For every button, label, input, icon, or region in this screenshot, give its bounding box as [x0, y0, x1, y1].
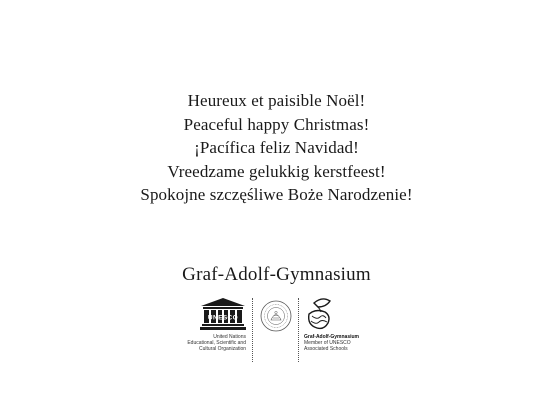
greeting-dutch: Vreedzame gelukkig kerstfeest!	[167, 161, 386, 181]
unesco-caption-line: United Nations	[213, 334, 246, 340]
dotted-divider	[298, 298, 299, 362]
logo-strip	[0, 296, 553, 366]
asp-caption-title: Graf-Adolf-Gymnasium	[304, 334, 360, 340]
unesco-wordmark: UNESCO	[207, 314, 239, 322]
asp-caption	[304, 334, 394, 353]
asp-caption-line: Member of UNESCO	[304, 340, 351, 347]
unesco-caption-line: Educational, Scientific and	[187, 340, 246, 347]
unesco-temple-logo	[200, 297, 246, 331]
unesco-caption-line: Cultural Organization	[199, 346, 246, 353]
unesco-caption	[168, 334, 246, 353]
school-seal-icon	[260, 300, 292, 332]
dotted-divider	[252, 298, 253, 362]
school-name: Graf-Adolf-Gymnasium	[182, 264, 371, 285]
greeting-polish: Spokojne szczęśliwe Boże Narodzenie!	[140, 185, 413, 204]
greetings-block	[0, 89, 553, 207]
greeting-english: Peaceful happy Christmas!	[183, 114, 370, 134]
unesco-asp-logo	[304, 297, 336, 331]
greeting-spanish: ¡Pacífica feliz Navidad!	[194, 138, 359, 157]
asp-caption-line: Associated Schools	[304, 346, 348, 353]
greeting-french: Heureux et paisible Noël!	[187, 91, 366, 110]
